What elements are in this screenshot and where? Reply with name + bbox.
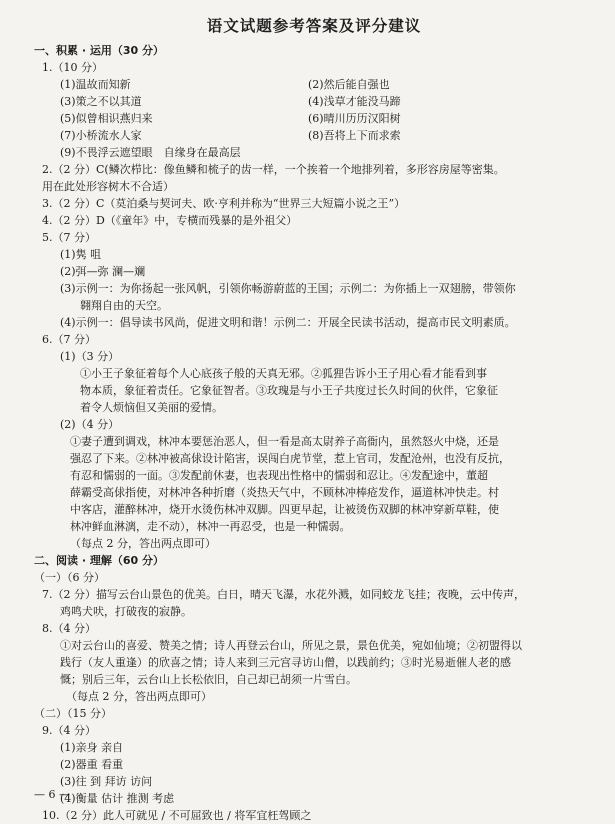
answer-line: (2)弭—弥 澜—斓 xyxy=(60,265,146,278)
answer-line: 林冲鲜血淋漓，走不动），林冲一再忍受，也是一种懦弱。 xyxy=(70,520,351,533)
answer-item: (6)晴川历历汉阳树 xyxy=(308,112,401,125)
answer-line: 7.（2 分）描写云台山景色的优美。白日，晴天飞瀑，水花外溅，如同蛟龙飞挂；夜晚，云中传声， xyxy=(42,588,525,601)
answer-item: (7)小桥流水人家 xyxy=(60,129,142,142)
answer-grid xyxy=(34,76,594,144)
answer-item: (2)然后能自强也 xyxy=(308,78,390,91)
answer-line: ①小王子象征着每个人心底孩子般的天真无邪。②狐狸告诉小王子用心看才能看到事 xyxy=(80,367,487,380)
question-number: 5.（7 分） xyxy=(42,231,96,244)
answer-line: 薛霸受高俅指使，对林冲各种折磨（炎热天气中，不顾林冲棒疮发作，逼道林冲快走。村 xyxy=(70,486,499,499)
answer-line: 着令人烦恼但又美丽的爱情。 xyxy=(80,401,223,414)
answer-line: 10.（2 分）此人可就见 / 不可屈致也 / 将军宜枉驾顾之 xyxy=(42,809,312,822)
answer-line: 中客店，灌醉林冲，烧开水烫伤林冲双脚。四更早起，让被烫伤双脚的林冲穿新草鞋，使 xyxy=(70,503,499,516)
sub-question: (2)（4 分） xyxy=(60,418,120,431)
answer-item: (4)浅草才能没马蹄 xyxy=(308,95,401,108)
question-number: 9.（4 分） xyxy=(42,724,96,737)
answer-line: 鸡鸣犬吠，打破夜的寂静。 xyxy=(60,605,192,618)
answer-line: (1)亲身 亲自 xyxy=(60,741,124,754)
answer-item: (9)不畏浮云遮望眼 自缘身在最高层 xyxy=(60,146,241,159)
answer-line: 践行（友人重逢）的欣喜之情；诗人来到三元宫寻访山僧，以践前约；③时光易逝催人老的感 xyxy=(60,656,511,669)
answer-line: 物本质，象征着责任。它象征智者。③玫瑰是与小王子共度过长久时间的伙伴，它象征 xyxy=(80,384,498,397)
answer-line: (3)示例一：为你扬起一张风帆，引领你畅游蔚蓝的王国；示例二：为你插上一双翅膀，带领你 xyxy=(60,282,516,295)
question-number: 8.（4 分） xyxy=(42,622,96,635)
answer-item: (5)似曾相识燕归来 xyxy=(60,112,153,125)
answer-line: (4)示例一：倡导读书风尚，促进文明和谐！示例二：开展全民读书活动，提高市民文明素质。 xyxy=(60,316,516,329)
answer-line: 4.（2 分）D（《童年》中，专横而残暴的是外祖父） xyxy=(42,214,298,227)
answer-line: 强忍了下来。②林冲被高俅设计陷害，误闯白虎节堂，惹上官司，发配沧州，也没有反抗， xyxy=(70,452,510,465)
answer-line: 翱翔自由的天空。 xyxy=(80,299,168,312)
answer-item: (1)温故而知新 xyxy=(60,78,131,91)
scoring-note: （每点 2 分，答出两点即可） xyxy=(66,690,212,703)
scoring-note: （每点 2 分，答出两点即可） xyxy=(70,537,216,550)
question-number: 1.（10 分） xyxy=(42,61,103,74)
answer-line: (2)器重 看重 xyxy=(60,758,124,771)
page-number: — 6 — xyxy=(34,788,70,801)
section-heading: 二、阅读 · 理解（60 分） xyxy=(34,554,164,567)
answer-line: 有忍和懦弱的一面。③发配前休妻，也表现出性格中的懦弱和忍让。④发配途中，董超 xyxy=(70,469,488,482)
answer-line: (3)往 到 拜访 访问 xyxy=(60,775,153,788)
answer-item: (3)策之不以其道 xyxy=(60,95,142,108)
answer-line: 2.（2 分）C(鳞次栉比：像鱼鳞和梳子的齿一样，一个挨着一个地排列着，多形容房屋等密集。 xyxy=(42,163,505,176)
part-heading: （二）（15 分） xyxy=(34,707,112,720)
answer-line: (1)隽 咀 xyxy=(60,248,102,261)
answer-line: (4)衡量 估计 推测 考虑 xyxy=(60,792,175,805)
section-heading: 一、积累 · 运用（30 分） xyxy=(34,44,164,57)
answer-item: (8)吾将上下而求索 xyxy=(308,129,401,142)
question-number: 6.（7 分） xyxy=(42,333,96,346)
page-title: 语文试题参考答案及评分建议 xyxy=(206,17,422,35)
answer-line: 用在此处形容树木不合适） xyxy=(42,180,174,193)
answer-page xyxy=(34,14,594,824)
answer-line: 3.（2 分）C（莫泊桑与契诃夫、欧·亨利并称为“世界三大短篇小说之王”） xyxy=(42,197,406,210)
part-heading: （一）（6 分） xyxy=(34,571,105,584)
answer-line: ①对云台山的喜爱、赞美之情；诗人再登云台山，所见之景，景色优美，宛如仙境；②初盟得以 xyxy=(60,639,522,652)
sub-question: (1)（3 分） xyxy=(60,350,120,363)
answer-line: ①妻子遭到调戏，林冲本要惩治恶人，但一看是高太尉养子高衙内，虽然怒火中烧，还是 xyxy=(70,435,499,448)
answer-line: 慨；别后三年，云台山上长松依旧，自己却已胡须一片雪白。 xyxy=(60,673,357,686)
